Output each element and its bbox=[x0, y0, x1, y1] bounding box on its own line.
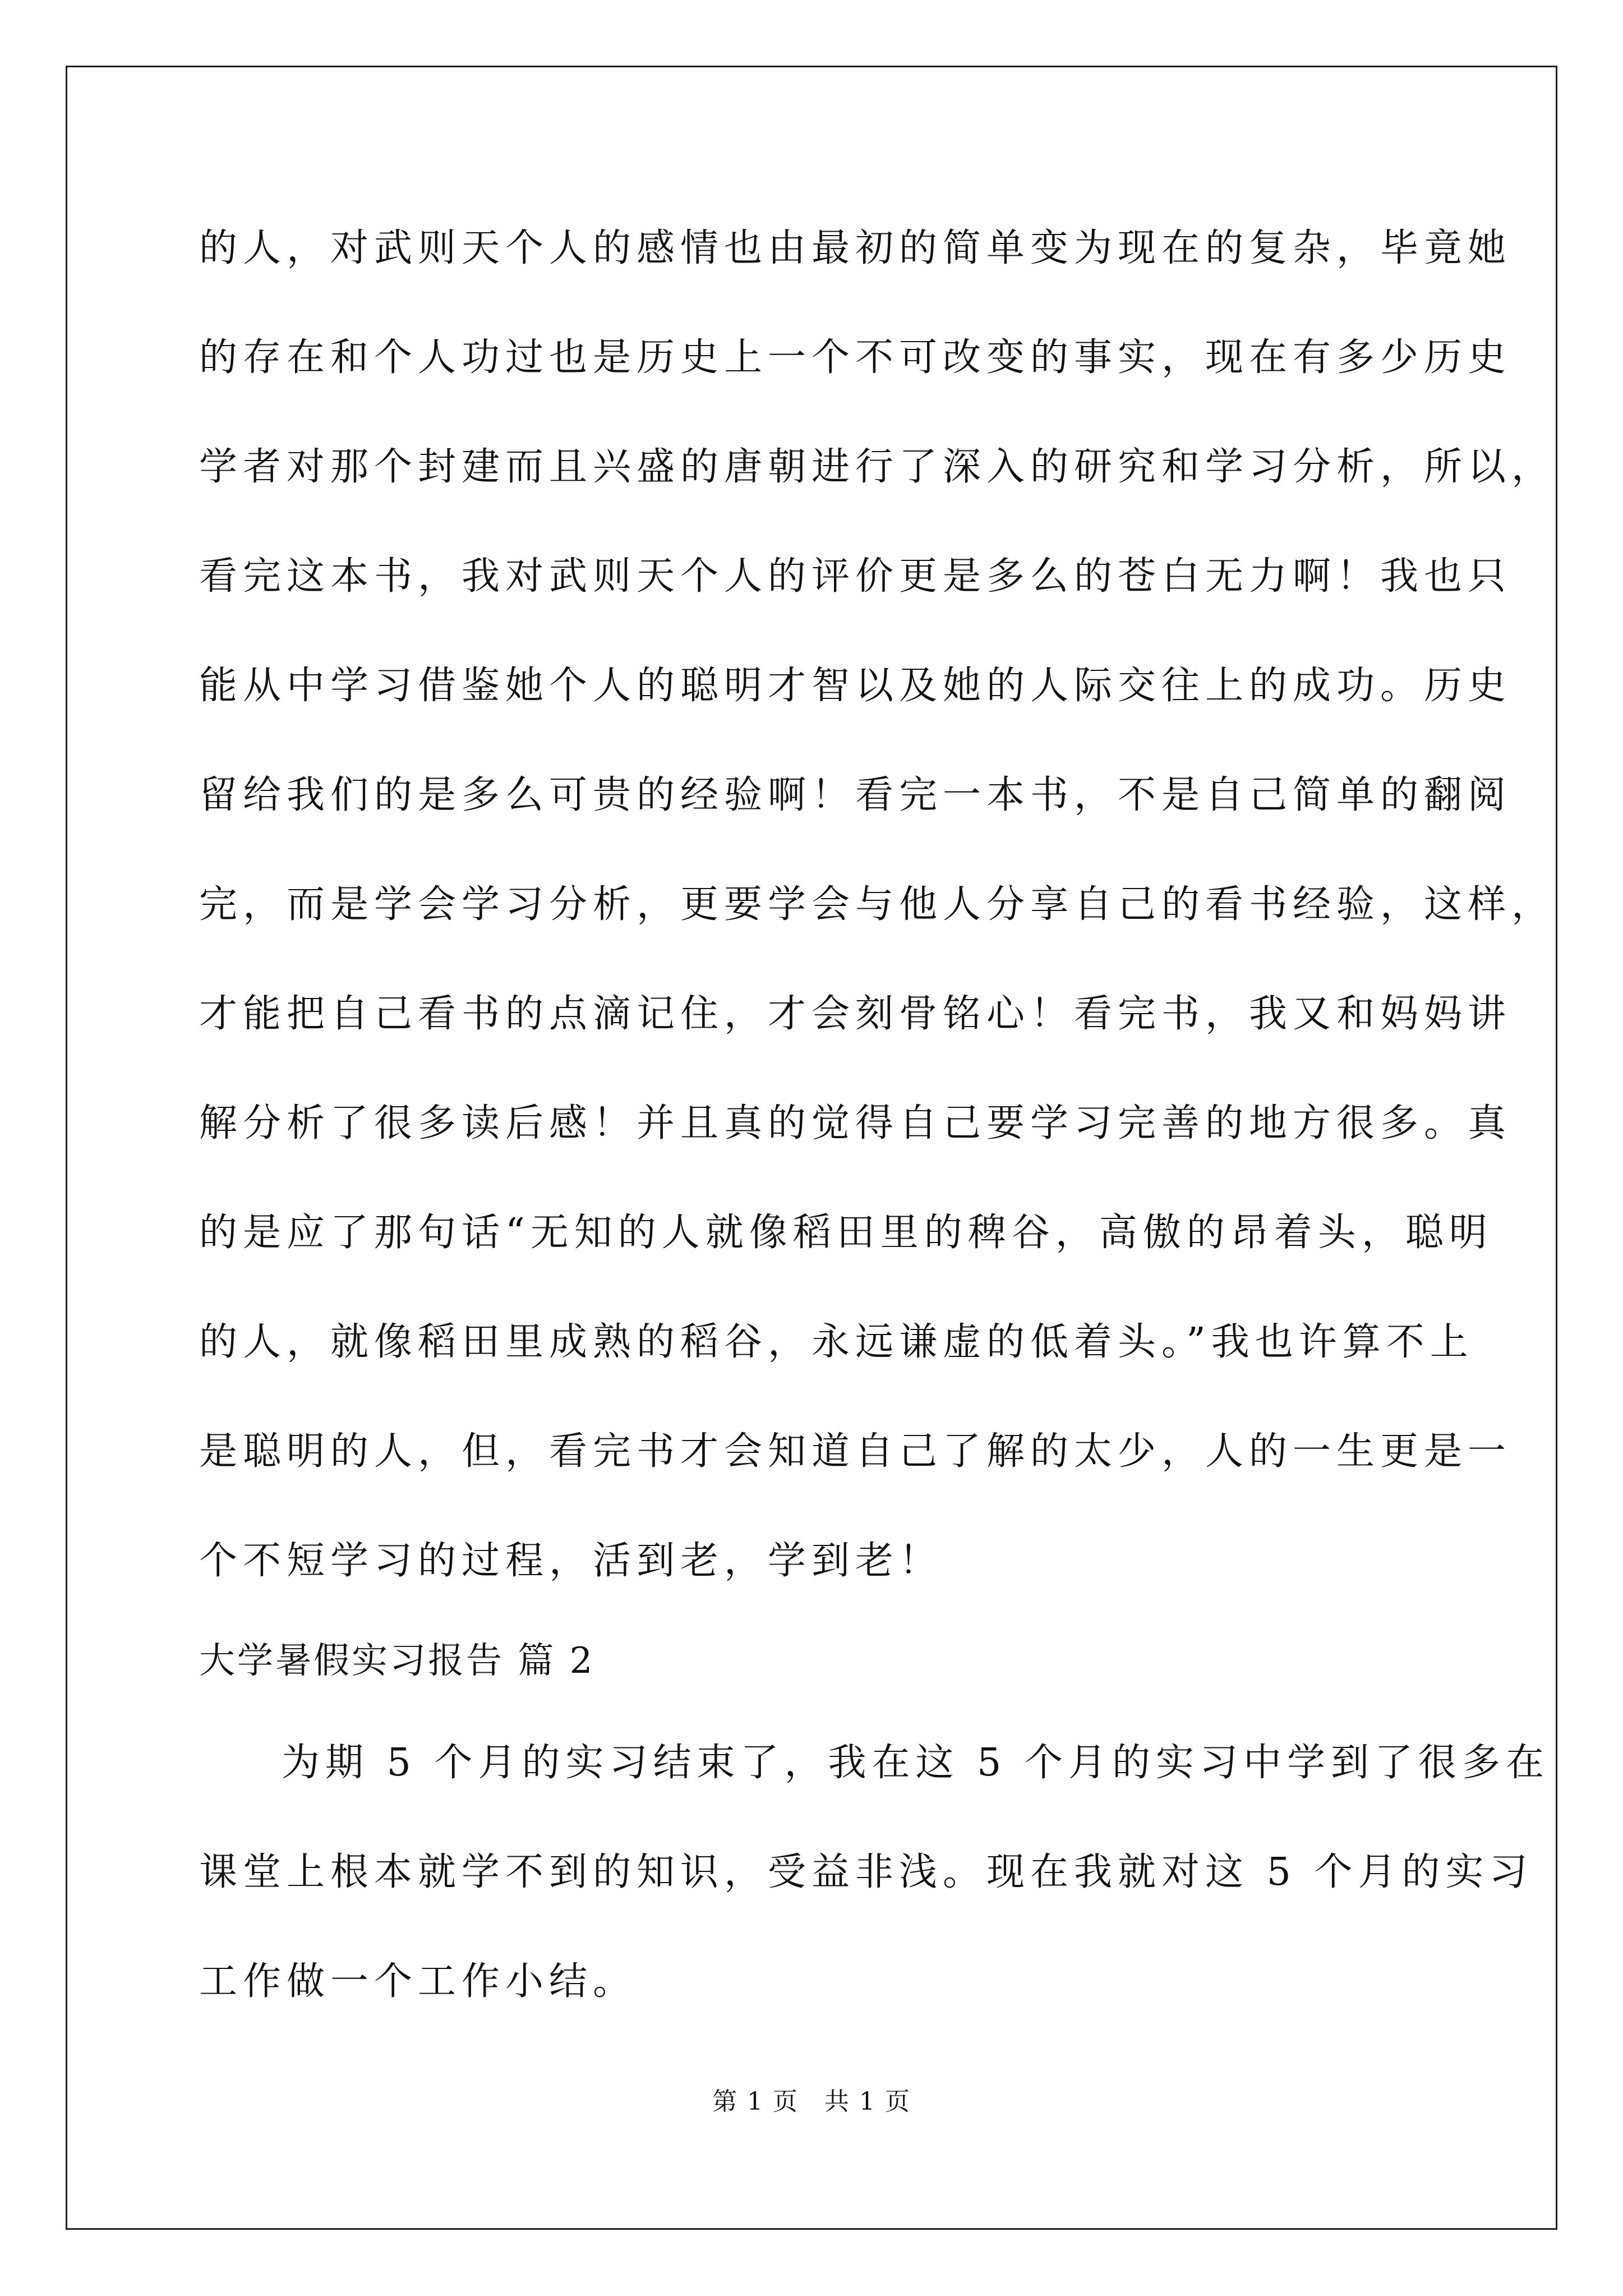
body-line: 的存在和个人功过也是历史上一个不可改变的事实，现在有多少历史 bbox=[199, 335, 1512, 380]
body-line: 的人，就像稻田里成熟的稻谷，永远谦虚的低着头。”我也许算不上 bbox=[199, 1320, 1474, 1364]
section-heading: 大学暑假实习报告 篇 2 bbox=[199, 1640, 595, 1682]
page-number-footer: 第 1 页 共 1 页 bbox=[712, 2087, 911, 2116]
body-line: 为期 5 个月的实习结束了，我在这 5 个月的实习中学到了很多在 bbox=[282, 1741, 1550, 1785]
body-line: 的是应了那句话“无知的人就像稻田里的稗谷，高傲的昂着头，聪明 bbox=[199, 1211, 1493, 1255]
body-line: 课堂上根本就学不到的知识，受益非浅。现在我就对这 5 个月的实习 bbox=[199, 1850, 1533, 1894]
body-line: 留给我们的是多么可贵的经验啊！看完一本书，不是自己简单的翻阅 bbox=[199, 773, 1512, 817]
body-line: 能从中学习借鉴她个人的聪明才智以及她的人际交往上的成功。历史 bbox=[199, 664, 1512, 708]
body-line: 完，而是学会学习分析，更要学会与他人分享自己的看书经验，这样， bbox=[199, 882, 1556, 927]
body-line: 看完这本书，我对武则天个人的评价更是多么的苍白无力啊！我也只 bbox=[199, 554, 1512, 599]
body-line: 工作做一个工作小结。 bbox=[199, 1959, 637, 2004]
body-line: 个不短学习的过程，活到老，学到老！ bbox=[199, 1539, 943, 1583]
body-line: 解分析了很多读后感！并且真的觉得自己要学习完善的地方很多。真 bbox=[199, 1101, 1512, 1145]
body-line: 的人，对武则天个人的感情也由最初的简单变为现在的复杂，毕竟她 bbox=[199, 226, 1512, 270]
body-line: 才能把自己看书的点滴记住，才会刻骨铭心！看完书，我又和妈妈讲 bbox=[199, 992, 1512, 1036]
body-line: 学者对那个封建而且兴盛的唐朝进行了深入的研究和学习分析，所以， bbox=[199, 445, 1556, 489]
body-line: 是聪明的人，但，看完书才会知道自己了解的太少，人的一生更是一 bbox=[199, 1429, 1512, 1474]
